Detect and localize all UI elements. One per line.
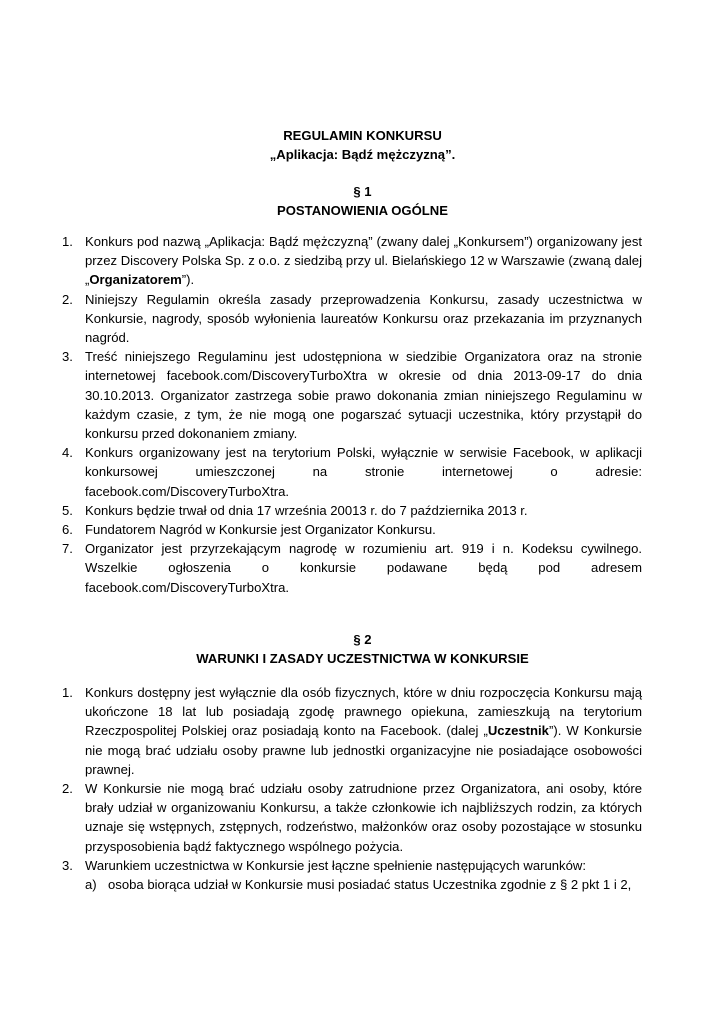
list-item [62,779,642,856]
item-number: 3. [62,349,73,365]
section-1-number: § 1 [353,184,372,199]
item-number: 6. [62,522,73,538]
section-2-heading: WARUNKI I ZASADY UCZESTNICTWA W KONKURSIE [196,651,529,667]
item-number: 2. [62,291,73,307]
item-number: 4. [62,445,73,461]
document-header [0,126,725,164]
item-text: Fundatorem Nagród w Konkursie jest Organizator Konkursu. [85,522,436,538]
list-item [62,347,642,443]
item-text: Konkurs organizowany jest na terytorium Polski, wyłącznie w serwisie Facebook, w aplikacji konkursowej umieszczonej na stronie internetowej o adresie: facebook.com/DiscoveryTurboXtra. [85,445,642,499]
list-item [62,520,642,539]
item-text: Organizator jest przyrzekającym nagrodę w rozumieniu art. 919 i n. Kodeksu cywilnego. Wszelkie ogłoszenia o konkursie podawane będą pod adresem facebook.com/DiscoveryTurboXtra. [85,541,642,595]
item-text: W Konkursie nie mogą brać udziału osoby zatrudnione przez Organizatora, ani osoby, które brały udział w organizowaniu Konkursu, a także członkowie ich najbliższych rodzin, za których uznaje się wstępnych, zstępnych, rodzeństwo, małżonków oraz osoby pozostające w stosunku przysposobienia bądź faktycznego wspólnego pożycia. [85,781,642,854]
list-item [62,501,642,520]
section-1-list [62,232,642,597]
section-2-number: § 2 [353,632,372,647]
list-item [62,443,642,501]
section-1-header [0,182,725,220]
list-item: 1. Konkurs dostępny jest wyłącznie dla osób fizycznych, które w dniu rozpoczęcia Konkursu mają ukończone 18 lat lub posiadają zgodę prawnego opiekuna, zamieszkują na terytorium Rzeczpospolitej Polskiej oraz posiadają konto na Facebook. (dalej „Uczestnik”). W Konkursie nie mogą brać udziału osoby prawne lub jednostki organizacyjne nie posiadające osobowości prawnej. [62,685,642,777]
item-text: Niniejszy Regulamin określa zasady przeprowadzenia Konkursu, zasady uczestnictwa w Konkursie, nagrody, sposób wyłonienia laureatów Konkursu oraz przekazania im przyznanych nagród. [85,291,642,346]
item-text: Treść niniejszego Regulaminu jest udostępniona w siedzibie Organizatora oraz na stronie internetowej facebook.com/DiscoveryTurboXtra w okresie od dnia 2013-09-17 do dnia 30.10.2013. Organizator zastrzega sobie prawo dokonania zmian niniejszego Regulaminu w każdym czasie, z tym, że nie mogą one pogarszać sytuacji uczestnika, który przystąpił do konkursu przed dokonaniem zmiany. [85,349,642,442]
section-1-heading: POSTANOWIENIA OGÓLNE [277,203,448,219]
item-number: 1. [62,234,73,249]
item-text: Warunkiem uczestnictwa w Konkursie jest łączne spełnienie następujących warunków: [85,857,586,873]
sub-item-letter: a) [85,877,97,893]
item-text: Konkurs będzie trwał od dnia 17 września 20013 r. do 7 października 2013 r. [85,502,528,518]
section-2-list [62,683,642,894]
sub-item-text: osoba biorąca udział w Konkursie musi posiadać status Uczestnika zgodnie z § 2 pkt 1 i 2, [108,877,632,893]
item-number: 5. [62,502,73,518]
section-2-header [0,630,725,668]
item-number: 1. [62,685,73,700]
item-number: 2. [62,781,73,797]
document-subtitle: „Aplikacja: Bądź mężczyzną”. [269,147,456,163]
document-title: REGULAMIN KONKURSU [283,128,442,143]
list-item [62,856,642,894]
item-number: 3. [62,857,73,873]
list-item [62,539,642,597]
list-item [62,290,642,348]
sub-list-item [85,875,642,894]
list-item: 1. Konkurs pod nazwą „Aplikacja: Bądź mężczyzną” (zwany dalej „Konkursem”) organizowany jest przez Discovery Polska Sp. z o.o. z siedzibą przy ul. Bielańskiego 12 w Warszawie (zwaną dalej „Organizatorem”). [62,234,642,288]
item-number: 7. [62,541,73,557]
